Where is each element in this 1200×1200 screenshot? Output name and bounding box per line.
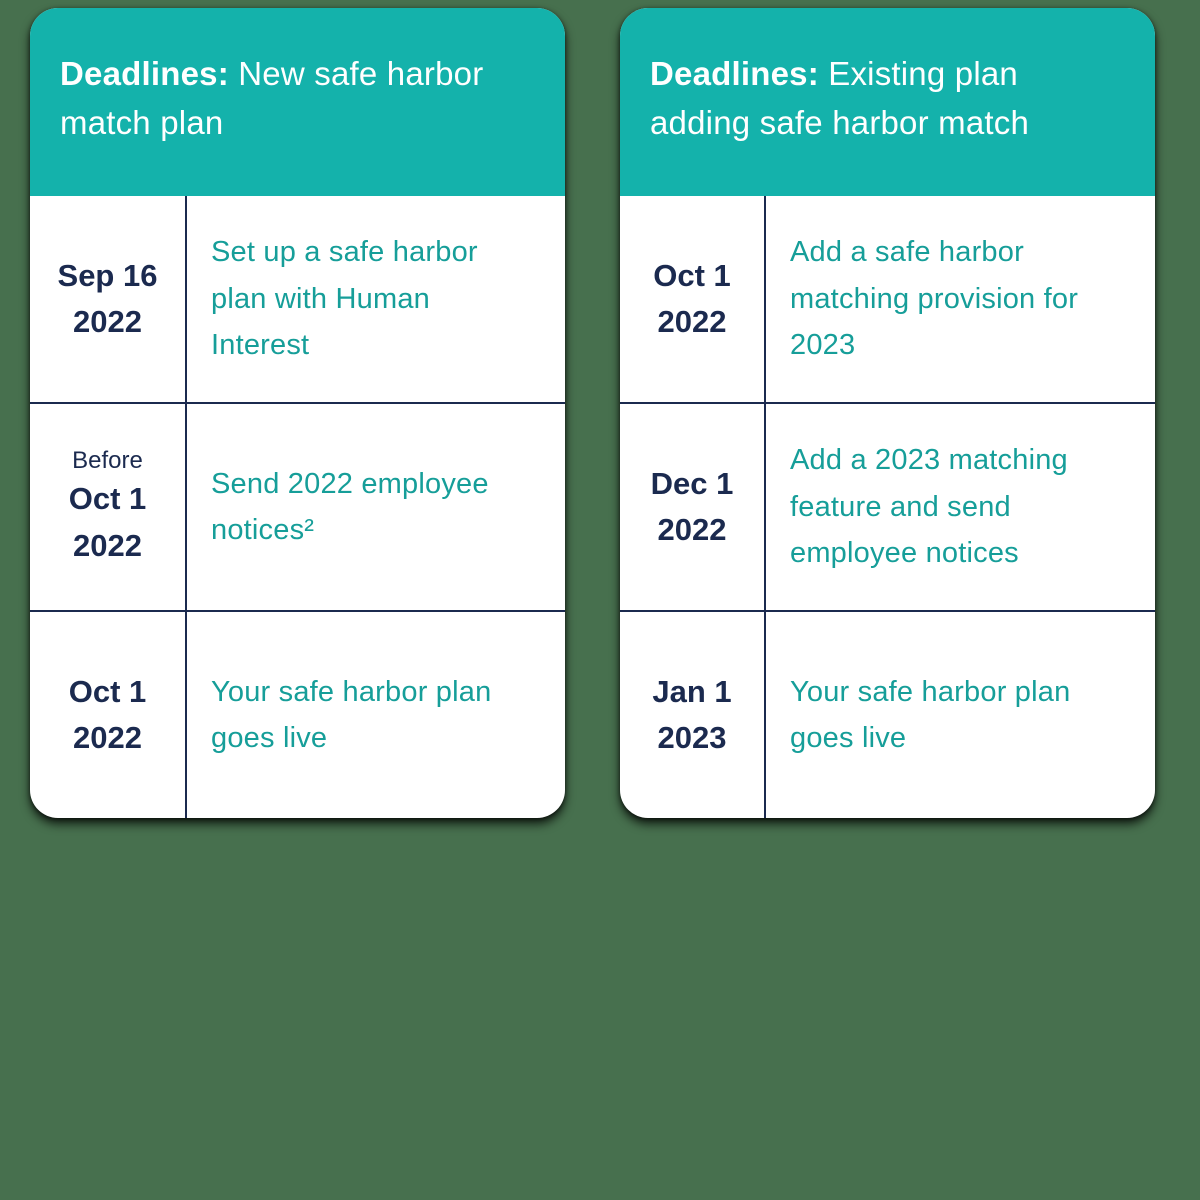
card-title-rest: Existing plan adding safe harbor match (650, 54, 1030, 141)
description-cell (187, 612, 565, 818)
card-title-rest: New safe harbor match plan (60, 54, 484, 141)
date-cell (620, 196, 766, 402)
card-header (620, 8, 1155, 196)
date-cell (30, 404, 187, 610)
description-text: Add a safe harbor matching provision for 2023 (790, 236, 1079, 362)
date-line-2: 2022 (73, 720, 142, 755)
date-line-2: 2022 (657, 304, 727, 339)
card-title (60, 49, 535, 148)
date-line-2: 2022 (73, 527, 142, 563)
date-line-2: 2022 (73, 304, 142, 339)
table-row (30, 610, 565, 818)
date-line-1: Sep 16 (57, 257, 158, 293)
card-title (650, 49, 1125, 148)
deadlines-card-new-plan (30, 8, 565, 818)
date-line-1: Oct 1 (68, 673, 147, 709)
description-text: Your safe harbor plan goes live (790, 675, 1071, 754)
description-text: Your safe harbor plan goes live (211, 675, 492, 754)
description-text: Send 2022 employee notices² (211, 467, 489, 546)
date-cell (620, 404, 766, 610)
card-title-emphasis: Deadlines: (650, 54, 819, 92)
description-cell (766, 404, 1155, 610)
date-line-2: 2023 (657, 720, 727, 755)
description-cell (187, 196, 565, 402)
timeline-table (620, 196, 1155, 818)
date-cell (30, 612, 187, 818)
table-row (620, 402, 1155, 610)
table-row (620, 196, 1155, 402)
card-header (30, 8, 565, 196)
description-text: Set up a safe harbor plan with Human Interest (211, 236, 478, 362)
description-cell (187, 404, 565, 610)
table-row (30, 402, 565, 610)
date-line-1: Jan 1 (652, 673, 732, 709)
table-row (30, 196, 565, 402)
description-cell (766, 612, 1155, 818)
description-cell (766, 196, 1155, 402)
date-cell (620, 612, 766, 818)
deadlines-card-existing-plan (620, 8, 1155, 818)
date-cell (30, 196, 187, 402)
date-line-1: Oct 1 (68, 481, 147, 517)
timeline-table (30, 196, 565, 818)
date-line-2: 2022 (657, 512, 727, 547)
date-line-1: Dec 1 (650, 465, 734, 501)
card-title-emphasis: Deadlines: (60, 54, 229, 92)
table-row (620, 610, 1155, 818)
date-prefix: Before (72, 446, 143, 474)
date-line-1: Oct 1 (653, 257, 731, 293)
description-text: Add a 2023 matching feature and send employee notices (790, 444, 1068, 570)
